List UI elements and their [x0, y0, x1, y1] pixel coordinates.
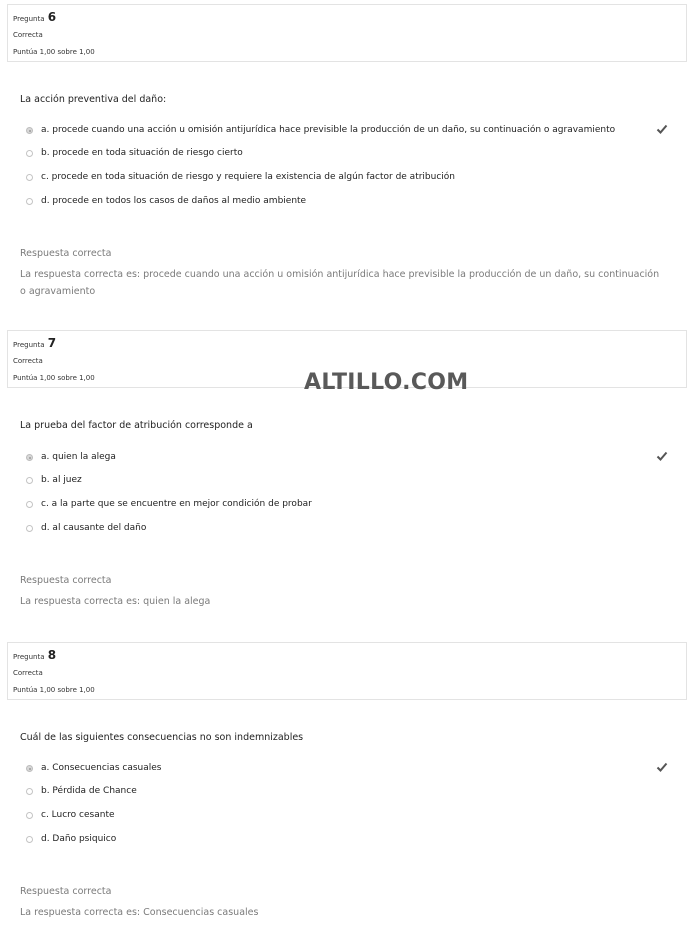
radio-icon[interactable] — [26, 198, 33, 205]
answer-option-label: a. quien la alega — [41, 452, 116, 462]
question-label: Pregunta — [13, 341, 45, 349]
question-state: Correcta — [13, 669, 43, 677]
answer-option-label: d. Daño psiquico — [41, 834, 117, 844]
question-number: 7 — [47, 336, 57, 350]
feedback-text: La respuesta correcta es: quien la alega — [20, 596, 211, 607]
question-text: La prueba del factor de atribución corresponde a — [20, 420, 253, 431]
answer-option-label: a. procede cuando una acción u omisión antijurídica hace previsible la producción de un daño, su continuación o agravamiento — [41, 125, 616, 135]
answer-option-label: c. Lucro cesante — [41, 810, 115, 820]
checkmark-icon — [656, 450, 668, 462]
question-info-box — [7, 4, 687, 62]
checkmark-icon — [656, 123, 668, 135]
radio-selected-icon[interactable] — [26, 454, 33, 461]
answer-option-label: d. procede en todos los casos de daños al medio ambiente — [41, 196, 307, 206]
question-state: Correcta — [13, 357, 43, 365]
checkmark-icon — [656, 761, 668, 773]
radio-icon[interactable] — [26, 174, 33, 181]
radio-icon[interactable] — [26, 477, 33, 484]
radio-selected-icon[interactable] — [26, 127, 33, 134]
question-info-box — [7, 642, 687, 700]
feedback-title: Respuesta correcta — [20, 248, 112, 259]
radio-icon[interactable] — [26, 836, 33, 843]
question-number: 6 — [47, 10, 57, 24]
answer-option-label: d. al causante del daño — [41, 523, 147, 533]
feedback-title: Respuesta correcta — [20, 886, 112, 897]
question-number: 8 — [47, 648, 57, 662]
radio-icon[interactable] — [26, 150, 33, 157]
watermark-logo: ALTILLO.COM — [304, 370, 469, 395]
answer-option-label: b. al juez — [41, 475, 82, 485]
question-text: La acción preventiva del daño: — [20, 94, 167, 105]
question-label: Pregunta — [13, 15, 45, 23]
question-grade: Puntúa 1,00 sobre 1,00 — [13, 686, 95, 694]
radio-icon[interactable] — [26, 812, 33, 819]
answer-option-label: a. Consecuencias casuales — [41, 763, 162, 773]
answer-option-label: c. procede en toda situación de riesgo y requiere la existencia de algún factor de atribución — [41, 172, 456, 182]
question-text: Cuál de las siguientes consecuencias no son indemnizables — [20, 732, 304, 743]
answer-option-label: c. a la parte que se encuentre en mejor condición de probar — [41, 499, 312, 509]
question-label: Pregunta — [13, 653, 45, 661]
answer-option-label: b. procede en toda situación de riesgo cierto — [41, 148, 243, 158]
radio-selected-icon[interactable] — [26, 765, 33, 772]
answer-option-label: b. Pérdida de Chance — [41, 786, 137, 796]
feedback-text: La respuesta correcta es: Consecuencias casuales — [20, 907, 259, 918]
radio-icon[interactable] — [26, 501, 33, 508]
radio-icon[interactable] — [26, 788, 33, 795]
feedback-title: Respuesta correcta — [20, 575, 112, 586]
question-grade: Puntúa 1,00 sobre 1,00 — [13, 374, 95, 382]
question-grade: Puntúa 1,00 sobre 1,00 — [13, 48, 95, 56]
feedback-text: La respuesta correcta es: procede cuando una acción u omisión antijurídica hace previsible la producción de un daño, su continuación o agravamiento — [20, 269, 660, 297]
radio-icon[interactable] — [26, 525, 33, 532]
question-state: Correcta — [13, 31, 43, 39]
